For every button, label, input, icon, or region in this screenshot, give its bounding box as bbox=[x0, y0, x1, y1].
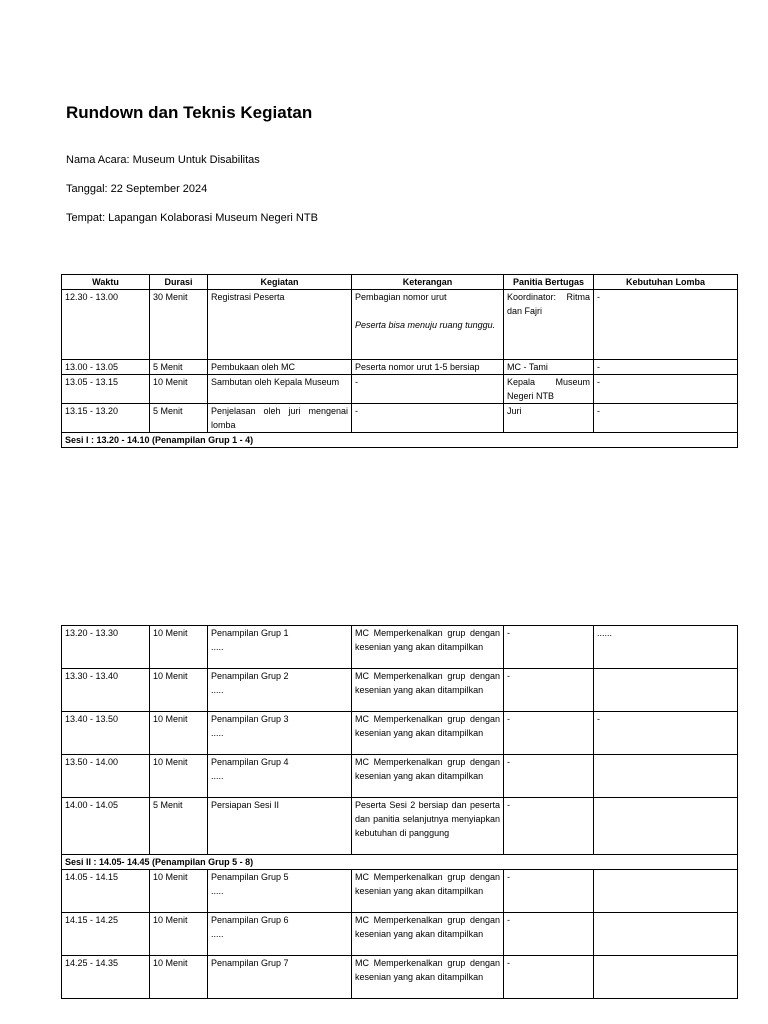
cell-waktu: 14.15 - 14.25 bbox=[62, 913, 150, 956]
cell-keterangan: - bbox=[352, 404, 504, 433]
cell-durasi: 10 Menit bbox=[150, 669, 208, 712]
cell-durasi: 10 Menit bbox=[150, 375, 208, 404]
kegiatan-text: Penampilan Grup 1 bbox=[211, 628, 289, 638]
cell-kebutuhan bbox=[594, 755, 738, 798]
cell-waktu: 14.25 - 14.35 bbox=[62, 956, 150, 999]
cell-durasi: 5 Menit bbox=[150, 798, 208, 855]
cell-kegiatan bbox=[208, 626, 352, 669]
table-row bbox=[62, 798, 738, 855]
kegiatan-text: Penampilan Grup 4 bbox=[211, 757, 289, 767]
cell-keterangan: MC Memperkenalkan grup dengan kesenian yang akan ditampilkan bbox=[352, 626, 504, 669]
cell-kebutuhan: - bbox=[594, 360, 738, 375]
cell-panitia: - bbox=[504, 956, 594, 999]
session-row bbox=[62, 855, 738, 870]
cell-durasi: 10 Menit bbox=[150, 626, 208, 669]
kegiatan-text: Penampilan Grup 6 bbox=[211, 915, 289, 925]
cell-durasi: 10 Menit bbox=[150, 755, 208, 798]
session-label: Sesi II : 14.05- 14.45 (Penampilan Grup 5 - 8) bbox=[62, 855, 738, 870]
cell-durasi: 10 Menit bbox=[150, 712, 208, 755]
cell-kebutuhan bbox=[594, 913, 738, 956]
tempat: Tempat: Lapangan Kolaborasi Museum Negeri NTB bbox=[66, 212, 318, 224]
kegiatan-text: Penampilan Grup 3 bbox=[211, 714, 289, 724]
kegiatan-sub: ..... bbox=[211, 771, 224, 781]
cell-keterangan: - bbox=[352, 375, 504, 404]
cell-waktu: 13.00 - 13.05 bbox=[62, 360, 150, 375]
header-keterangan: Keterangan bbox=[352, 275, 504, 290]
cell-kegiatan: Persiapan Sesi II bbox=[208, 798, 352, 855]
cell-keterangan: MC Memperkenalkan grup dengan kesenian yang akan ditampilkan bbox=[352, 669, 504, 712]
cell-panitia: Kepala Museum Negeri NTB bbox=[504, 375, 594, 404]
table-row bbox=[62, 669, 738, 712]
cell-keterangan: MC Memperkenalkan grup dengan kesenian yang akan ditampilkan bbox=[352, 755, 504, 798]
cell-panitia: - bbox=[504, 870, 594, 913]
table-row bbox=[62, 360, 738, 375]
cell-durasi: 30 Menit bbox=[150, 290, 208, 360]
cell-durasi: 10 Menit bbox=[150, 870, 208, 913]
header-kebutuhan: Kebutuhan Lomba bbox=[594, 275, 738, 290]
kegiatan-sub: ..... bbox=[211, 728, 224, 738]
nama-acara: Nama Acara: Museum Untuk Disabilitas bbox=[66, 154, 260, 166]
cell-kegiatan: Sambutan oleh Kepala Museum bbox=[208, 375, 352, 404]
cell-kebutuhan bbox=[594, 669, 738, 712]
cell-keterangan: Peserta Sesi 2 bersiap dan peserta dan panitia selanjutnya menyiapkan kebutuhan di panggung bbox=[352, 798, 504, 855]
cell-waktu: 13.40 - 13.50 bbox=[62, 712, 150, 755]
table-row bbox=[62, 404, 738, 433]
table-row bbox=[62, 626, 738, 669]
table-header-row bbox=[62, 275, 738, 290]
cell-waktu: 13.20 - 13.30 bbox=[62, 626, 150, 669]
keterangan-text: Pembagian nomor urut bbox=[355, 292, 447, 302]
table-row bbox=[62, 755, 738, 798]
cell-kegiatan bbox=[208, 755, 352, 798]
cell-panitia: - bbox=[504, 669, 594, 712]
cell-keterangan: MC Memperkenalkan grup dengan kesenian yang akan ditampilkan bbox=[352, 870, 504, 913]
cell-kebutuhan bbox=[594, 870, 738, 913]
cell-kebutuhan bbox=[594, 956, 738, 999]
cell-kegiatan bbox=[208, 669, 352, 712]
header-kegiatan: Kegiatan bbox=[208, 275, 352, 290]
table-row bbox=[62, 870, 738, 913]
table-row bbox=[62, 375, 738, 404]
kegiatan-sub: ..... bbox=[211, 642, 224, 652]
cell-kebutuhan: - bbox=[594, 290, 738, 360]
cell-waktu: 14.05 - 14.15 bbox=[62, 870, 150, 913]
cell-panitia: Juri bbox=[504, 404, 594, 433]
table-row bbox=[62, 712, 738, 755]
cell-panitia: Koordinator: Ritma dan Fajri bbox=[504, 290, 594, 360]
cell-kegiatan: Penjelasan oleh juri mengenai lomba bbox=[208, 404, 352, 433]
cell-kegiatan: Penampilan Grup 7 bbox=[208, 956, 352, 999]
cell-panitia: - bbox=[504, 626, 594, 669]
cell-keterangan: MC Memperkenalkan grup dengan kesenian yang akan ditampilkan bbox=[352, 956, 504, 999]
document-title: Rundown dan Teknis Kegiatan bbox=[66, 103, 313, 122]
table-row bbox=[62, 913, 738, 956]
cell-kebutuhan: - bbox=[594, 375, 738, 404]
cell-waktu: 12.30 - 13.00 bbox=[62, 290, 150, 360]
header-panitia: Panitia Bertugas bbox=[504, 275, 594, 290]
cell-waktu: 13.50 - 14.00 bbox=[62, 755, 150, 798]
kegiatan-sub: ..... bbox=[211, 685, 224, 695]
cell-keterangan bbox=[352, 290, 504, 360]
rundown-table-2 bbox=[61, 625, 738, 999]
header-durasi: Durasi bbox=[150, 275, 208, 290]
cell-kegiatan: Pembukaan oleh MC bbox=[208, 360, 352, 375]
cell-kebutuhan: ...... bbox=[594, 626, 738, 669]
cell-panitia: - bbox=[504, 755, 594, 798]
cell-kegiatan bbox=[208, 870, 352, 913]
cell-panitia: - bbox=[504, 913, 594, 956]
session-label: Sesi I : 13.20 - 14.10 (Penampilan Grup 1 - 4) bbox=[62, 433, 738, 448]
cell-kegiatan bbox=[208, 712, 352, 755]
cell-durasi: 5 Menit bbox=[150, 404, 208, 433]
cell-keterangan: Peserta nomor urut 1-5 bersiap bbox=[352, 360, 504, 375]
cell-panitia: - bbox=[504, 798, 594, 855]
header-waktu: Waktu bbox=[62, 275, 150, 290]
cell-kegiatan bbox=[208, 913, 352, 956]
keterangan-note: Peserta bisa menuju ruang tunggu. bbox=[355, 320, 496, 330]
tanggal: Tanggal: 22 September 2024 bbox=[66, 183, 208, 195]
cell-durasi: 10 Menit bbox=[150, 913, 208, 956]
cell-kebutuhan: - bbox=[594, 712, 738, 755]
cell-panitia: MC - Tami bbox=[504, 360, 594, 375]
cell-kebutuhan: - bbox=[594, 404, 738, 433]
cell-kebutuhan bbox=[594, 798, 738, 855]
kegiatan-sub: ..... bbox=[211, 886, 224, 896]
table-row bbox=[62, 956, 738, 999]
cell-keterangan: MC Memperkenalkan grup dengan kesenian yang akan ditampilkan bbox=[352, 712, 504, 755]
cell-kegiatan: Registrasi Peserta bbox=[208, 290, 352, 360]
cell-waktu: 13.30 - 13.40 bbox=[62, 669, 150, 712]
cell-durasi: 5 Menit bbox=[150, 360, 208, 375]
cell-panitia: - bbox=[504, 712, 594, 755]
cell-waktu: 14.00 - 14.05 bbox=[62, 798, 150, 855]
cell-waktu: 13.05 - 13.15 bbox=[62, 375, 150, 404]
cell-durasi: 10 Menit bbox=[150, 956, 208, 999]
kegiatan-text: Penampilan Grup 5 bbox=[211, 872, 289, 882]
cell-waktu: 13.15 - 13.20 bbox=[62, 404, 150, 433]
session-row bbox=[62, 433, 738, 448]
table-row bbox=[62, 290, 738, 360]
kegiatan-text: Penampilan Grup 2 bbox=[211, 671, 289, 681]
cell-keterangan: MC Memperkenalkan grup dengan kesenian yang akan ditampilkan bbox=[352, 913, 504, 956]
rundown-table-1 bbox=[61, 274, 738, 448]
kegiatan-sub: ..... bbox=[211, 929, 224, 939]
